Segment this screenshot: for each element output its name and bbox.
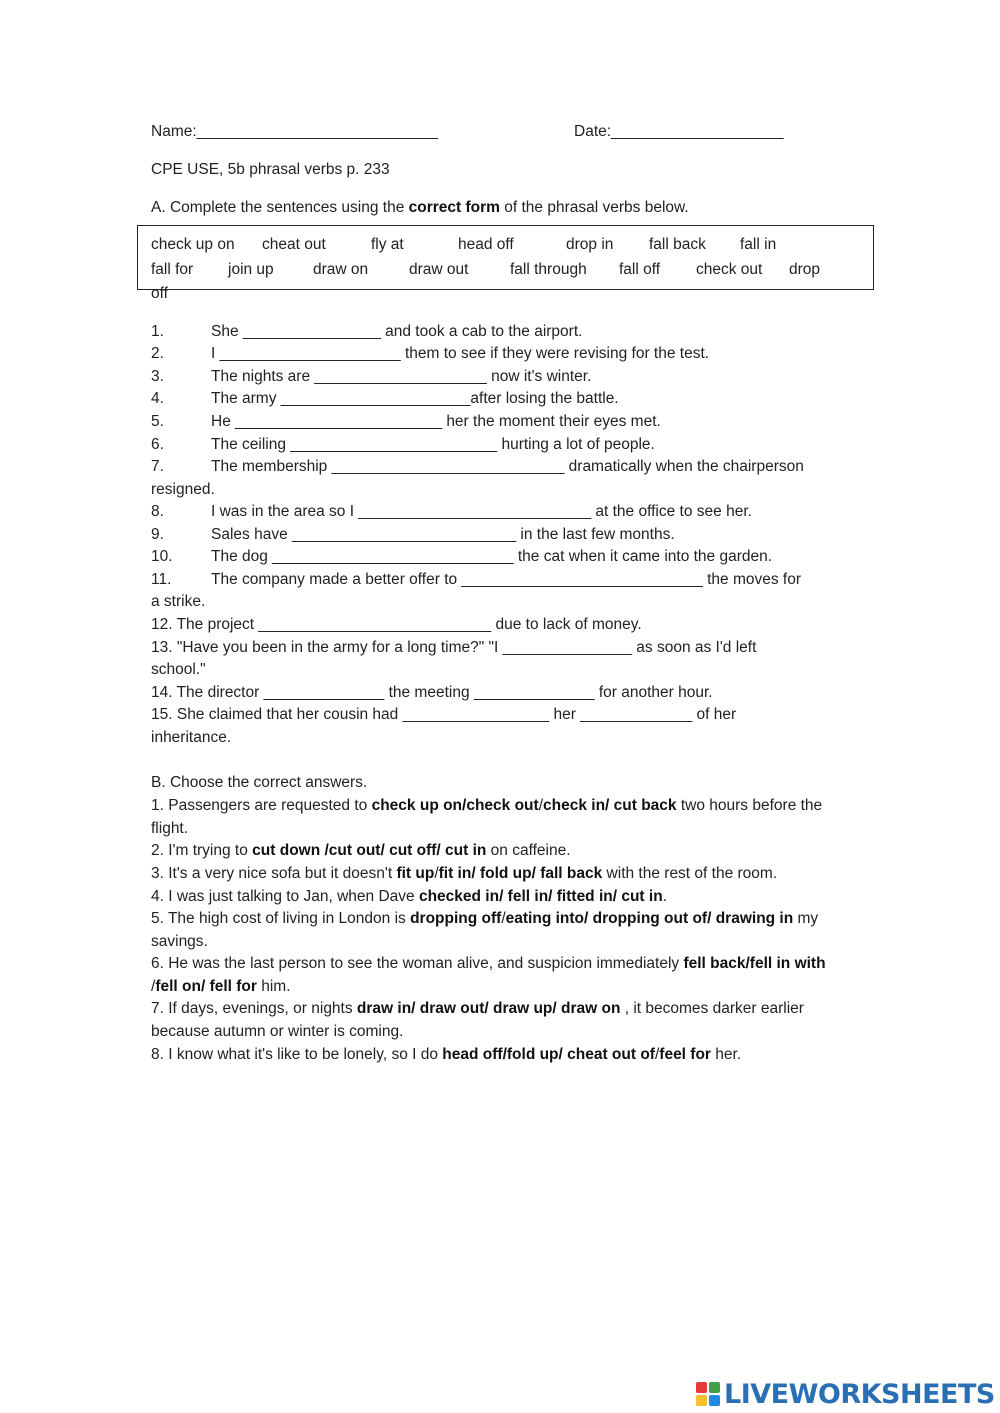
word-bank-item: check up on <box>151 236 235 253</box>
question-3[interactable]: 3. It's a very nice sofa but it doesn't fit up/fit in/ fold up/ fall back with the rest of the room. <box>151 865 778 882</box>
word-bank-item: fall off <box>619 261 661 278</box>
item-number: 3. <box>151 368 164 385</box>
item-number: 7. <box>151 458 164 475</box>
item-number: 2. <box>151 345 164 362</box>
logo-tiles-icon <box>696 1382 720 1406</box>
word-bank-item: fly at <box>371 236 404 253</box>
word-bank-item: draw on <box>313 261 369 278</box>
exercise-sentence-continuation: school." <box>151 661 206 678</box>
exercise-sentence[interactable]: The membership ___________________________ dramatically when the chairperson <box>211 458 804 475</box>
exercise-sentence[interactable]: 13. "Have you been in the army for a long time?" "I _______________ as soon as I'd left <box>151 639 757 656</box>
word-bank-item: fall for <box>151 261 194 278</box>
exercise-sentence[interactable]: Sales have __________________________ in the last few months. <box>211 526 675 543</box>
exercise-sentence[interactable]: 15. She claimed that her cousin had _________________ her _____________ of her <box>151 706 737 723</box>
word-bank-item: join up <box>228 261 274 278</box>
word-bank-item: fall back <box>649 236 706 253</box>
word-bank-item: check out <box>696 261 763 278</box>
name-field[interactable]: Name:____________________________ <box>151 123 439 140</box>
question-4[interactable]: 4. I was just talking to Jan, when Dave checked in/ fell in/ fitted in/ cut in. <box>151 888 667 905</box>
question-6[interactable]: 6. He was the last person to see the woman alive, and suspicion immediately fell back/fell in with /fell on/ fell for him. <box>151 955 826 995</box>
question-7[interactable]: 7. If days, evenings, or nights draw in/ draw out/ draw up/ draw on , it becomes darker earlier because autumn or winter is coming. <box>151 1000 804 1040</box>
question-2[interactable]: 2. I'm trying to cut down /cut out/ cut off/ cut in on caffeine. <box>151 842 571 859</box>
exercise-sentence[interactable]: The nights are ____________________ now it's winter. <box>211 368 592 385</box>
item-number: 5. <box>151 413 164 430</box>
word-bank-item: fall through <box>510 261 587 278</box>
liveworksheets-logo[interactable] <box>696 1378 995 1410</box>
item-number: 8. <box>151 503 164 520</box>
exercise-sentence[interactable]: The ceiling ________________________ hurting a lot of people. <box>211 436 655 453</box>
exercise-sentence[interactable]: I was in the area so I ___________________________ at the office to see her. <box>211 503 752 520</box>
exercise-sentence-continuation: resigned. <box>151 481 215 498</box>
course-title: CPE USE, 5b phrasal verbs p. 233 <box>151 161 390 178</box>
exercise-sentence[interactable]: 12. The project ___________________________ due to lack of money. <box>151 616 642 633</box>
section-a-instruction: A. Complete the sentences using the correct form of the phrasal verbs below. <box>151 199 689 216</box>
item-number: 9. <box>151 526 164 543</box>
exercise-sentence-continuation: a strike. <box>151 593 206 610</box>
date-field[interactable]: Date:____________________ <box>574 123 784 140</box>
word-bank-item: off <box>151 285 168 302</box>
exercise-sentence[interactable]: She ________________ and took a cab to the airport. <box>211 323 583 340</box>
item-number: 10. <box>151 548 173 565</box>
exercise-sentence[interactable]: He ________________________ her the moment their eyes met. <box>211 413 661 430</box>
question-1[interactable]: 1. Passengers are requested to check up on/check out/check in/ cut back two hours before the flight. <box>151 797 823 837</box>
exercise-sentence-continuation: inheritance. <box>151 729 232 746</box>
logo-tile <box>709 1395 720 1406</box>
brand-text: LIVEWORKSHEETS <box>724 1378 995 1410</box>
word-bank-item: drop in <box>566 236 614 253</box>
word-bank-item: fall in <box>740 236 777 253</box>
logo-tile <box>696 1382 707 1393</box>
question-8[interactable]: 8. I know what it's like to be lonely, so I do head off/fold up/ cheat out of/feel for her. <box>151 1046 742 1063</box>
word-bank <box>137 225 874 302</box>
word-bank-item: head off <box>458 236 514 253</box>
exercise-sentence[interactable]: The company made a better offer to ____________________________ the moves for <box>211 571 802 588</box>
item-number: 4. <box>151 390 164 407</box>
item-number: 1. <box>151 323 164 340</box>
word-bank-item: draw out <box>409 261 469 278</box>
exercise-sentence[interactable]: The dog ____________________________ the cat when it came into the garden. <box>211 548 773 565</box>
logo-tile <box>696 1395 707 1406</box>
logo-tile <box>709 1382 720 1393</box>
exercise-sentence[interactable]: I _____________________ them to see if they were revising for the test. <box>211 345 710 362</box>
item-number: 11. <box>151 571 172 588</box>
item-number: 6. <box>151 436 164 453</box>
word-bank-item: cheat out <box>262 236 326 253</box>
exercise-sentence[interactable]: The army ______________________after losing the battle. <box>211 390 619 407</box>
section-b-instruction: B. Choose the correct answers. <box>151 774 368 791</box>
exercise-sentence[interactable]: 14. The director ______________ the meeting ______________ for another hour. <box>151 684 713 701</box>
word-bank-item: drop <box>789 261 821 278</box>
question-5[interactable]: 5. The high cost of living in London is dropping off/eating into/ dropping out of/ drawing in my savings. <box>151 910 819 950</box>
